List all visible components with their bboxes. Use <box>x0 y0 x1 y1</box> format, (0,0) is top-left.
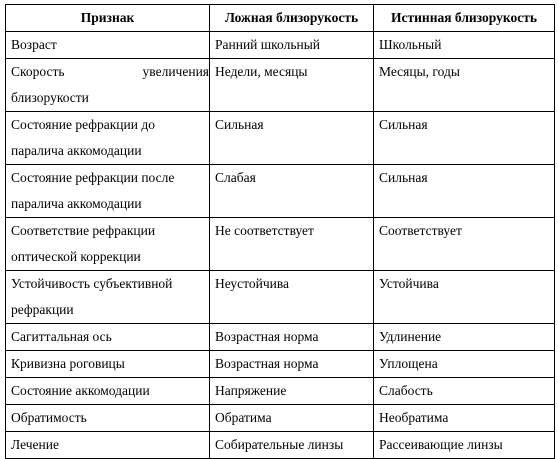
table-row <box>6 218 555 271</box>
true-myopia-cell: Сильная <box>374 165 555 218</box>
true-myopia-cell: Необратима <box>374 405 555 432</box>
false-myopia-cell: Напряжение <box>210 378 374 405</box>
feature-cell <box>6 165 210 218</box>
header-feature: Признак <box>6 5 210 32</box>
table-row <box>6 351 555 378</box>
feature-cell <box>6 324 210 351</box>
table-row <box>6 405 555 432</box>
feature-cell <box>6 32 210 59</box>
table-row <box>6 432 555 459</box>
table-row <box>6 378 555 405</box>
feature-line: Возраст <box>11 37 57 52</box>
table-row <box>6 165 555 218</box>
table-row <box>6 59 555 112</box>
false-myopia-cell: Обратима <box>210 405 374 432</box>
feature-line: Обратимость <box>11 410 87 425</box>
feature-line: Лечение <box>11 437 59 452</box>
feature-line: паралича аккомодации <box>11 196 142 211</box>
false-myopia-cell: Не соответствует <box>210 218 374 271</box>
true-myopia-cell: Школьный <box>374 32 555 59</box>
true-myopia-cell: Удлинение <box>374 324 555 351</box>
header-false-myopia: Ложная близорукость <box>210 5 374 32</box>
false-myopia-cell: Недели, месяцы <box>210 59 374 112</box>
feature-line: Скорость увеличения <box>11 64 209 79</box>
feature-line: Состояние рефракции до <box>11 117 155 132</box>
table-row <box>6 271 555 324</box>
feature-line: Устойчивость субъективной <box>11 276 173 291</box>
feature-line: Кривизна роговицы <box>11 356 125 371</box>
true-myopia-cell: Месяцы, годы <box>374 59 555 112</box>
feature-line: Состояние аккомодации <box>11 383 150 398</box>
feature-line: оптической коррекции <box>11 249 141 264</box>
feature-cell <box>6 112 210 165</box>
true-myopia-cell: Соответствует <box>374 218 555 271</box>
feature-line: Сагиттальная ось <box>11 329 112 344</box>
true-myopia-cell: Устойчива <box>374 271 555 324</box>
feature-line: близорукости <box>11 90 89 105</box>
false-myopia-cell: Неустойчива <box>210 271 374 324</box>
myopia-comparison-table <box>5 4 555 459</box>
table-row <box>6 112 555 165</box>
false-myopia-cell: Слабая <box>210 165 374 218</box>
feature-cell <box>6 271 210 324</box>
table-row <box>6 32 555 59</box>
feature-cell <box>6 405 210 432</box>
table-row <box>6 324 555 351</box>
false-myopia-cell: Возрастная норма <box>210 351 374 378</box>
feature-line: рефракции <box>11 302 74 317</box>
feature-cell <box>6 351 210 378</box>
feature-cell <box>6 432 210 459</box>
false-myopia-cell: Ранний школьный <box>210 32 374 59</box>
table-header-row <box>6 5 555 32</box>
feature-cell <box>6 378 210 405</box>
false-myopia-cell: Возрастная норма <box>210 324 374 351</box>
feature-cell <box>6 218 210 271</box>
header-true-myopia: Истинная близорукость <box>374 5 555 32</box>
feature-line: Соответствие рефракции <box>11 223 156 238</box>
feature-cell <box>6 59 210 112</box>
true-myopia-cell: Рассеивающие линзы <box>374 432 555 459</box>
feature-line: Состояние рефракции после <box>11 170 175 185</box>
false-myopia-cell: Сильная <box>210 112 374 165</box>
true-myopia-cell: Сильная <box>374 112 555 165</box>
false-myopia-cell: Собирательные линзы <box>210 432 374 459</box>
true-myopia-cell: Слабость <box>374 378 555 405</box>
true-myopia-cell: Уплощена <box>374 351 555 378</box>
feature-line: паралича аккомодации <box>11 143 142 158</box>
